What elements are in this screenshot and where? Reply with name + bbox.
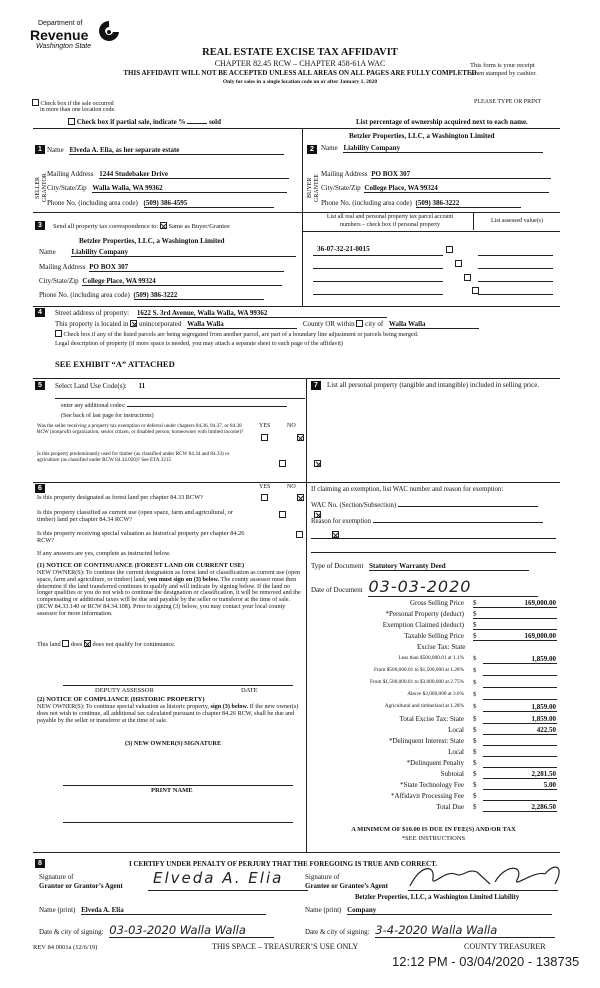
form-number: REV 84 0001a (12/6/19) bbox=[33, 944, 98, 951]
multi-location-checkbox[interactable] bbox=[32, 99, 39, 106]
grantor-date-city[interactable]: 03-03-2020 Walla Walla bbox=[109, 924, 274, 938]
q1-no-checkbox[interactable] bbox=[297, 434, 304, 441]
land-use-q1: Was the seller receiving a property tax exemption or deferral under chapters 84.36, 84.37, or 84.38 RCW (nonprofit organization, senior citizen, or disabled person, homeowner with limited income)? bbox=[37, 423, 244, 435]
buyer-name-line2[interactable]: Liability Company bbox=[343, 144, 543, 153]
grantor-print-name[interactable]: Elveda A. Elia bbox=[81, 906, 266, 915]
corr-name-line1[interactable]: Betzler Properties, LLC, a Washington Limited bbox=[79, 237, 225, 245]
parcel-4-personal-checkbox[interactable] bbox=[472, 287, 479, 294]
multi-location-checkbox-row[interactable]: Check box if the sale occurred bbox=[32, 99, 114, 108]
land-use-code[interactable]: 11 bbox=[138, 382, 146, 390]
property-county[interactable]: Walla Walla bbox=[187, 320, 297, 329]
section-7-personal-property: 7 List all personal property (tangible and intangible) included in selling price. bbox=[307, 378, 560, 482]
buyer-city[interactable]: College Place, WA 99324 bbox=[364, 184, 549, 193]
buyer-side-label: BUYER GRANTEE bbox=[307, 174, 320, 202]
unincorporated-checkbox[interactable] bbox=[130, 320, 137, 327]
multi-location-line2: in more than one location code. bbox=[40, 107, 116, 113]
section-8-certify: 8 I CERTIFY UNDER PENALTY OF PERJURY THAT THE FOREGOING IS TRUE AND CORRECT. Signature of Grantor or Grantor’s Agent Elveda A. Elia Signature of Grantee or Grantee’s Agent Betzler Properties, LLC, a Washington Limited Liability Name (print) Elveda A. Elia Name (print) Company Date & city of signing: 03-03-2020 Walla Walla Date & city of signing: 3-4-2020 Walla Walla bbox=[33, 852, 560, 942]
buyer-name-line1[interactable]: Betzler Properties, LLC, a Washington Limited bbox=[349, 132, 495, 140]
partial-sale-checkbox[interactable] bbox=[68, 118, 75, 125]
document-date[interactable]: 03-03-2020 bbox=[368, 578, 538, 597]
form-subtitle: CHAPTER 82.45 RCW – CHAPTER 458-61A WAC bbox=[214, 59, 386, 68]
current-use-yes-checkbox[interactable] bbox=[279, 511, 286, 518]
treasurer-only: THIS SPACE – TREASURER’S USE ONLY bbox=[212, 942, 359, 951]
city-of-checkbox[interactable] bbox=[356, 320, 363, 327]
seller-side-label: SELLER GRANTOR bbox=[35, 173, 48, 203]
partial-sale-percent[interactable] bbox=[187, 123, 207, 124]
section-5-land-use: 5 Select Land Use Code(s): 11 enter any additional codes: (See back of last page for instructions) YES NO Was the seller receiving a property tax exemption or deferral under chapters 84.36, 84.37, or 84.38 RCW (nonprofit organization, senior citizen, or disabled person, homeowner with limited income)? Is this property predominantly used for timber (as classified under RCW 84.34 and 84.33) or agriculture (as classified under RCW 84.34.020)? See ETA 3215 bbox=[33, 378, 306, 482]
section-2-buyer: 2 Betzler Properties, LLC, a Washington Limited Name Liability Company BUYER GRANTEE Mailing Address PO BOX 307 City/State/Zip College Place, WA 99324 Phone No. (including area code) (509) 386-3222 bbox=[303, 128, 560, 212]
corr-city[interactable]: College Place, WA 99324 bbox=[82, 277, 282, 286]
forest-yes-checkbox[interactable] bbox=[261, 494, 268, 501]
percentage-note: List percentage of ownership acquired next to each name. bbox=[356, 118, 528, 126]
grantee-company: Betzler Properties, LLC, a Washington Limited Liability bbox=[355, 894, 520, 901]
dor-logo: Department of Revenue Washington State bbox=[18, 18, 128, 58]
section-4-property: 4 Street address of property: 1622 S. 3rd Avenue, Walla Walla, WA 99362 This property is located in unincorporated Walla Walla County OR within city of Walla Walla Check box if any of the listed parcels are being segregated from another parcel, are part of a boundary line adjustment or parcels being merged. Legal description of property (if more space is needed, you may attach a separate sheet to each page of the affidavit) SEE EXHIBIT “A” ATTACHED bbox=[33, 306, 560, 378]
seller-phone[interactable]: (509) 386-4595 bbox=[144, 199, 274, 208]
tax-computation: Type of Document Statutory Warranty Deed Date of Document 03-03-2020 Gross Selling Price $ 169,000.00 *Personal Property (deduct) $ Exemption Claimed (deduct) $ Taxable Selling Price $ 169,000.00 Excise Tax: State Less than $500,000.01 at 1.1% $ 1,859.00 From $500,000.01 to $1,500,000 at 1.28% $ From $1,500,000.01 to $3,000,000 at 2.75% $ Above $3,000,000 at 3.0% $ Agricultural and timberland at 1.28% $ 1,859.00 Total Excise Tax: State $ 1,859.00 Local $ 422.50 *Delinquent Interest: State $ Local $ *Delinquent Penalty $ Subtotal $ 2,281.50 *State Technology Fee $ 5.00 *Affidavit Processing Fee $ Total Due $ 2,286.50 A MINIMUM OF $10.00 IS DUE IN FEE(S) AND/OR TAX *SEE INSTRUCTIONS bbox=[311, 562, 556, 842]
exemption-reason-input[interactable] bbox=[373, 522, 543, 523]
section-1-seller: 1 Name Elveda A. Elia, as her separate estate SELLER GRANTOR Mailing Address 1244 Studebaker Drive City/State/Zip Walla Walla, WA 99362 Phone No. (including area code) (509) 386-4595 bbox=[33, 128, 302, 212]
bracket-5-amount[interactable]: 1,859.00 bbox=[531, 703, 556, 711]
exemption-section: If claiming an exemption, list WAC number and reason for exemption: WAC No. (Section/Subsection) Reason for exemption bbox=[307, 482, 560, 566]
legal-description-label: Legal description of property (if more space is needed, you may attach a separate sheet to each page of the affidavit) bbox=[55, 340, 343, 347]
document-type[interactable]: Statutory Warranty Deed bbox=[369, 562, 529, 571]
cashier-stamp: 12:12 PM - 03/04/2020 - 138735 bbox=[392, 954, 580, 969]
total-due[interactable]: 2,286.50 bbox=[531, 803, 556, 811]
seller-name[interactable]: Elveda A. Elia, as her separate estate bbox=[69, 146, 284, 155]
gross-selling-price[interactable]: 169,000.00 bbox=[524, 599, 556, 607]
buyer-mailing[interactable]: PO BOX 307 bbox=[371, 170, 551, 179]
additional-codes-input[interactable] bbox=[127, 406, 287, 407]
type-or-print: PLEASE TYPE OR PRINT bbox=[474, 99, 542, 105]
buyer-phone[interactable]: (509) 386-3222 bbox=[416, 199, 521, 208]
notice-2-title: (2) NOTICE OF COMPLIANCE (HISTORIC PROPERTY) bbox=[37, 696, 205, 703]
technology-fee[interactable]: 5.00 bbox=[543, 781, 556, 789]
county-treasurer: COUNTY TREASURER bbox=[464, 942, 546, 951]
receipt-note-1: This form is your receipt bbox=[470, 62, 535, 69]
property-city[interactable]: Walla Walla bbox=[389, 320, 479, 329]
q2-yes-checkbox[interactable] bbox=[279, 460, 286, 467]
land-does-checkbox[interactable] bbox=[62, 640, 69, 647]
seller-city[interactable]: Walla Walla, WA 99362 bbox=[92, 184, 287, 193]
form-only-for: Only for sales in a single location code on or after January 1, 2020 bbox=[222, 79, 378, 85]
notice-2-text: NEW OWNER(S): To continue special valuation as historic property, sign (3) below. If the new owner(s) does not wish to continue, all additional tax calculated pursuant to chapter 84.26 RCW, shall be due and payable by the seller or transferor at the time of sale. bbox=[37, 703, 299, 724]
same-as-buyer-checkbox[interactable] bbox=[160, 222, 167, 229]
grantee-signature[interactable] bbox=[405, 860, 585, 892]
partial-sale-row[interactable]: Check box if partial sale, indicate % sold bbox=[68, 118, 221, 126]
section-3-correspondence: 3 Send all property tax correspondence to: Same as Buyer/Grantee Betzler Properties, LLC, a Washington Limited Name Liability Company Mailing Address PO BOX 307 City/State/Zip College Place, WA 99324 Phone No. (including area code) (509) 386-3222 bbox=[33, 212, 302, 306]
land-use-q2: Is this property predominantly used for timber (as classified under RCW 84.34 and 84.33) or agriculture (as classified under RCW 84.34.020)? See ETA 3215 bbox=[37, 451, 230, 463]
dor-logo-icon bbox=[98, 20, 120, 44]
notice-1-text: NEW OWNER(S): To continue the current designation as forest land or classification as current use (open space, farm and agriculture, or timber) land, you must sign on (3) below. The county assessor must then determine if the land transferred continues to qualify and will indicate by signing below. If the land no longer qualifies or you do not wish to continue the designation or classification, it will be removed and the compensating or additional taxes will be due and payable by the seller or transferor at the time of sale. (RCW 84.33.140 or RCW 84.34.108). Prior to signing (3) below, you may contact your local county assessor for more information. bbox=[37, 569, 301, 617]
bracket-1-amount[interactable]: 1,859.00 bbox=[531, 655, 556, 663]
grantee-print-name[interactable]: Company bbox=[347, 906, 552, 915]
receipt-note-2: when stamped by cashier. bbox=[470, 70, 537, 77]
notice-1-title: (1) NOTICE OF CONTINUANCE (FOREST LAND OR CURRENT USE) bbox=[37, 562, 245, 569]
parcel-row-1[interactable]: 36-07-32-21-0015 bbox=[317, 245, 370, 253]
parcel-3-personal-checkbox[interactable] bbox=[464, 274, 471, 281]
section-6-designation: 6 YES NO Is this property designated as forest land per chapter 84.33 RCW? Is this property classified as current use (open space, farm and agricultural, or timber) land per chapter 84.34 RCW? Is this property receiving special valuation as historical property per chapter 84.26 RCW? If any answers are yes, complete as instructed below. (1) NOTICE OF CONTINUANCE (FOREST LAND OR CURRENT USE) NEW OWNER(S): To continue the current designation as forest land or classification as current use (open space, farm and agriculture, or timber) land, you must sign on (3) below. The county assessor must then determine if the land transferred continues to qualify and will indicate by signing below. If the land no longer qualifies or you do not wish to continue the designation or classification, it will be removed and the compensating or additional taxes will be due and payable by the seller or transferor at the time of sale. (RCW 84.33.140 or RCW 84.34.108). Prior to signing (3) below, you may contact your local county assessor for more information. This land does does not qualify for continuance. DEPUTY ASSESSOR DATE (2) NOTICE OF COMPLIANCE (HISTORIC PROPERTY) NEW OWNER(S): To continue special valuation as historic property, sign (3) below. If the new owner(s) does not wish to continue, all additional tax calculated pursuant to chapter 84.26 RCW, shall be due and payable by the seller or transferor at the time of sale. (3) NEW OWNER(S) SIGNATURE PRINT NAME bbox=[33, 482, 306, 852]
seller-name-row: Name Elveda A. Elia, as her separate estate bbox=[47, 146, 284, 155]
taxable-selling-price[interactable]: 169,000.00 bbox=[524, 632, 556, 640]
land-does-not-checkbox[interactable] bbox=[84, 640, 91, 647]
historic-yes-checkbox[interactable] bbox=[296, 531, 303, 538]
parcel-2-personal-checkbox[interactable] bbox=[455, 260, 462, 267]
grantor-signature[interactable]: Elveda A. Elia bbox=[153, 869, 284, 887]
parcel-1-personal-checkbox[interactable] bbox=[446, 246, 453, 253]
parcels-section: List all real and personal property tax parcel account numbers – check box if personal property List assessed value(s) 36-07-32-21-0015 bbox=[303, 212, 560, 306]
corr-phone[interactable]: (509) 386-3222 bbox=[134, 291, 264, 300]
total-excise-local[interactable]: 422.50 bbox=[536, 726, 556, 734]
subtotal[interactable]: 2,281.50 bbox=[531, 770, 556, 778]
property-street[interactable]: 1622 S. 3rd Avenue, Walla Walla, WA 99362 bbox=[137, 309, 387, 318]
corr-mailing[interactable]: PO BOX 307 bbox=[89, 263, 284, 272]
grantee-date-city[interactable]: 3-4-2020 Walla Walla bbox=[375, 924, 555, 938]
wac-number-input[interactable] bbox=[398, 506, 538, 507]
q1-yes-checkbox[interactable] bbox=[261, 434, 268, 441]
boundary-line-checkbox[interactable] bbox=[55, 330, 62, 337]
legal-description[interactable]: SEE EXHIBIT “A” ATTACHED bbox=[55, 359, 175, 369]
form-warning: THIS AFFIDAVIT WILL NOT BE ACCEPTED UNLESS ALL AREAS ON ALL PAGES ARE FULLY COMPLETED bbox=[123, 69, 477, 77]
seller-mailing[interactable]: 1244 Studebaker Drive bbox=[99, 170, 289, 179]
forest-no-checkbox[interactable] bbox=[297, 494, 304, 501]
corr-name-line2[interactable]: Liability Company bbox=[71, 248, 296, 257]
form-title: REAL ESTATE EXCISE TAX AFFIDAVIT bbox=[202, 47, 398, 58]
total-excise-state[interactable]: 1,859.00 bbox=[531, 715, 556, 723]
